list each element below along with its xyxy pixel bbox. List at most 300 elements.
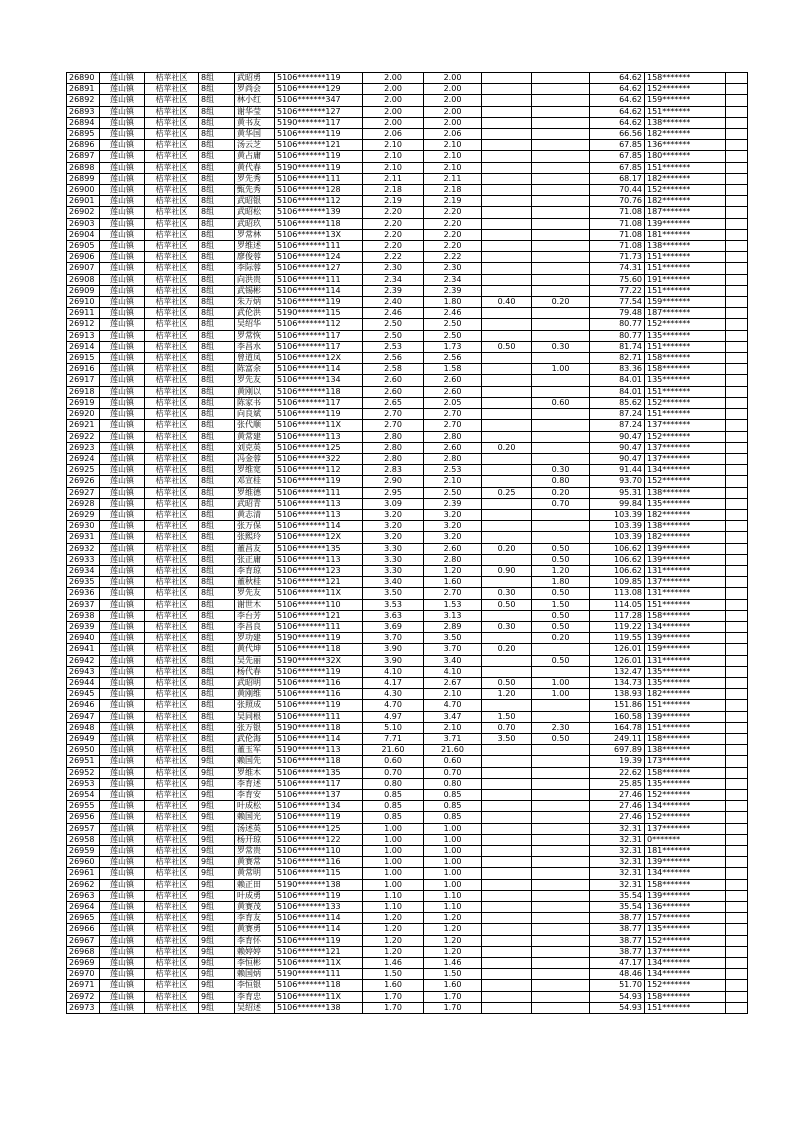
group-cell: 9组 (199, 823, 235, 834)
record-number: 26895 (67, 129, 100, 140)
amount-cell: 71.73 (590, 252, 645, 263)
record-number: 26970 (67, 969, 100, 980)
group-cell: 8组 (199, 711, 235, 722)
empty-cell (726, 353, 748, 364)
total-area-cell: 0.85 (363, 801, 424, 812)
name-cell: 谢华莹 (235, 106, 275, 117)
area-part-2-cell (482, 397, 532, 408)
town-cell: 莲山镇 (100, 330, 145, 341)
community-cell: 桔苹社区 (145, 218, 199, 229)
town-cell: 莲山镇 (100, 285, 145, 296)
area-part-2-cell: 0.30 (482, 621, 532, 632)
group-cell: 9组 (199, 913, 235, 924)
total-area-cell: 2.00 (363, 73, 424, 84)
table-row (67, 890, 748, 901)
community-cell: 桔苹社区 (145, 84, 199, 95)
table-row (67, 140, 748, 151)
name-cell: 罗先秀 (235, 173, 275, 184)
empty-cell (726, 700, 748, 711)
area-part-2-cell (482, 364, 532, 375)
table-row (67, 285, 748, 296)
group-cell: 8组 (199, 476, 235, 487)
town-cell: 莲山镇 (100, 364, 145, 375)
record-number: 26965 (67, 913, 100, 924)
total-area-cell: 0.85 (363, 812, 424, 823)
area-part-3-cell: 0.70 (532, 498, 590, 509)
town-cell: 莲山镇 (100, 173, 145, 184)
id-number-cell: 5106*******119 (275, 151, 363, 162)
table-row (67, 902, 748, 913)
community-cell: 桔苹社区 (145, 453, 199, 464)
total-area-cell: 4.10 (363, 666, 424, 677)
amount-cell: 138.93 (590, 689, 645, 700)
community-cell: 桔苹社区 (145, 140, 199, 151)
area-part-3-cell (532, 823, 590, 834)
amount-cell: 74.31 (590, 263, 645, 274)
area-part-3-cell (532, 106, 590, 117)
table-row (67, 274, 748, 285)
total-area-cell: 2.50 (363, 330, 424, 341)
id-number-cell: 5106*******114 (275, 521, 363, 532)
empty-cell (726, 252, 748, 263)
record-number: 26946 (67, 700, 100, 711)
area-part-1-cell: 3.71 (424, 733, 482, 744)
community-cell: 桔苹社区 (145, 409, 199, 420)
town-cell: 莲山镇 (100, 241, 145, 252)
town-cell: 莲山镇 (100, 229, 145, 240)
record-number: 26929 (67, 509, 100, 520)
phone-cell: 134******* (645, 958, 726, 969)
area-part-2-cell (482, 353, 532, 364)
total-area-cell: 1.00 (363, 823, 424, 834)
record-number: 26957 (67, 823, 100, 834)
amount-cell: 32.31 (590, 846, 645, 857)
town-cell: 莲山镇 (100, 162, 145, 173)
table-row (67, 129, 748, 140)
town-cell: 莲山镇 (100, 106, 145, 117)
record-number: 26933 (67, 554, 100, 565)
id-number-cell: 5106*******112 (275, 196, 363, 207)
id-number-cell: 5106*******118 (275, 386, 363, 397)
community-cell: 桔苹社区 (145, 521, 199, 532)
group-cell: 8组 (199, 543, 235, 554)
town-cell: 莲山镇 (100, 263, 145, 274)
id-number-cell: 5106*******116 (275, 677, 363, 688)
amount-cell: 85.62 (590, 397, 645, 408)
area-part-1-cell: 2.05 (424, 397, 482, 408)
area-part-3-cell (532, 801, 590, 812)
empty-cell (726, 756, 748, 767)
table-row (67, 509, 748, 520)
name-cell: 武昭松 (235, 207, 275, 218)
phone-cell: 152******* (645, 935, 726, 946)
town-cell: 莲山镇 (100, 465, 145, 476)
table-row (67, 364, 748, 375)
area-part-1-cell: 0.85 (424, 790, 482, 801)
town-cell: 莲山镇 (100, 532, 145, 543)
area-part-3-cell (532, 532, 590, 543)
table-row (67, 386, 748, 397)
empty-cell (726, 935, 748, 946)
area-part-2-cell (482, 498, 532, 509)
group-cell: 9组 (199, 946, 235, 957)
area-part-1-cell: 1.70 (424, 991, 482, 1002)
empty-cell (726, 241, 748, 252)
amount-cell: 119.22 (590, 621, 645, 632)
amount-cell: 67.85 (590, 162, 645, 173)
record-number: 26954 (67, 790, 100, 801)
area-part-1-cell: 0.70 (424, 767, 482, 778)
town-cell: 莲山镇 (100, 84, 145, 95)
record-number: 26935 (67, 577, 100, 588)
table-row (67, 958, 748, 969)
table-row (67, 946, 748, 957)
community-cell: 桔苹社区 (145, 980, 199, 991)
area-part-2-cell (482, 162, 532, 173)
area-part-2-cell: 3.50 (482, 733, 532, 744)
group-cell: 8组 (199, 353, 235, 364)
name-cell: 曾道凤 (235, 353, 275, 364)
phone-cell: 135******* (645, 677, 726, 688)
area-part-2-cell (482, 655, 532, 666)
name-cell: 罗先友 (235, 375, 275, 386)
empty-cell (726, 677, 748, 688)
name-cell: 吴先丽 (235, 655, 275, 666)
total-area-cell: 1.00 (363, 879, 424, 890)
area-part-3-cell: 1.80 (532, 577, 590, 588)
area-part-2-cell (482, 902, 532, 913)
area-part-3-cell (532, 790, 590, 801)
group-cell: 8组 (199, 745, 235, 756)
id-number-cell: 5190*******111 (275, 969, 363, 980)
phone-cell: 139******* (645, 218, 726, 229)
record-number: 26925 (67, 465, 100, 476)
name-cell: 黄常明 (235, 868, 275, 879)
area-part-1-cell: 1.80 (424, 297, 482, 308)
table-row (67, 297, 748, 308)
area-part-1-cell: 3.20 (424, 521, 482, 532)
name-cell: 罗先友 (235, 588, 275, 599)
phone-cell: 152******* (645, 980, 726, 991)
total-area-cell: 2.20 (363, 241, 424, 252)
id-number-cell: 5106*******111 (275, 241, 363, 252)
record-number: 26926 (67, 476, 100, 487)
area-part-1-cell: 2.70 (424, 588, 482, 599)
table-row (67, 73, 748, 84)
table-row (67, 588, 748, 599)
record-number: 26909 (67, 285, 100, 296)
total-area-cell: 2.10 (363, 151, 424, 162)
area-part-2-cell (482, 924, 532, 935)
id-number-cell: 5106*******118 (275, 756, 363, 767)
name-cell: 黄刚维 (235, 689, 275, 700)
table-row (67, 577, 748, 588)
area-part-1-cell: 1.60 (424, 980, 482, 991)
name-cell: 罗维述 (235, 241, 275, 252)
town-cell: 莲山镇 (100, 958, 145, 969)
empty-cell (726, 117, 748, 128)
total-area-cell: 2.80 (363, 442, 424, 453)
name-cell: 罗常贵 (235, 846, 275, 857)
id-number-cell: 5106*******110 (275, 599, 363, 610)
table-row (67, 375, 748, 386)
area-part-2-cell (482, 790, 532, 801)
amount-cell: 134.73 (590, 677, 645, 688)
group-cell: 8组 (199, 655, 235, 666)
table-row (67, 722, 748, 733)
group-cell: 8组 (199, 241, 235, 252)
record-number: 26900 (67, 185, 100, 196)
area-part-2-cell (482, 554, 532, 565)
area-part-3-cell (532, 185, 590, 196)
table-row (67, 711, 748, 722)
record-number: 26927 (67, 487, 100, 498)
record-number: 26908 (67, 274, 100, 285)
amount-cell: 119.55 (590, 633, 645, 644)
empty-cell (726, 476, 748, 487)
town-cell: 莲山镇 (100, 73, 145, 84)
total-area-cell: 2.30 (363, 263, 424, 274)
empty-cell (726, 1002, 748, 1013)
group-cell: 8组 (199, 173, 235, 184)
area-part-1-cell: 2.30 (424, 263, 482, 274)
area-part-3-cell (532, 73, 590, 84)
amount-cell: 87.24 (590, 409, 645, 420)
id-number-cell: 5190*******32X (275, 655, 363, 666)
total-area-cell: 2.80 (363, 431, 424, 442)
name-cell: 李际蓉 (235, 263, 275, 274)
community-cell: 桔苹社区 (145, 700, 199, 711)
empty-cell (726, 666, 748, 677)
empty-cell (726, 453, 748, 464)
area-part-1-cell: 2.10 (424, 151, 482, 162)
area-part-3-cell (532, 140, 590, 151)
empty-cell (726, 610, 748, 621)
area-part-3-cell (532, 935, 590, 946)
community-cell: 桔苹社区 (145, 666, 199, 677)
record-number: 26919 (67, 397, 100, 408)
area-part-3-cell (532, 902, 590, 913)
area-part-1-cell: 3.47 (424, 711, 482, 722)
town-cell: 莲山镇 (100, 868, 145, 879)
amount-cell: 32.31 (590, 857, 645, 868)
group-cell: 9组 (199, 902, 235, 913)
town-cell: 莲山镇 (100, 196, 145, 207)
record-number: 26955 (67, 801, 100, 812)
empty-cell (726, 185, 748, 196)
area-part-1-cell: 2.60 (424, 543, 482, 554)
empty-cell (726, 420, 748, 431)
town-cell: 莲山镇 (100, 711, 145, 722)
total-area-cell: 3.70 (363, 633, 424, 644)
area-part-2-cell (482, 431, 532, 442)
community-cell: 桔苹社区 (145, 487, 199, 498)
record-number: 26904 (67, 229, 100, 240)
community-cell: 桔苹社区 (145, 532, 199, 543)
amount-cell: 82.71 (590, 353, 645, 364)
community-cell: 桔苹社区 (145, 655, 199, 666)
amount-cell: 54.93 (590, 1002, 645, 1013)
amount-cell: 51.70 (590, 980, 645, 991)
table-row (67, 95, 748, 106)
area-part-1-cell: 21.60 (424, 745, 482, 756)
phone-cell: 152******* (645, 185, 726, 196)
name-cell: 董秋桂 (235, 577, 275, 588)
area-part-2-cell (482, 823, 532, 834)
area-part-1-cell: 2.20 (424, 218, 482, 229)
group-cell: 9组 (199, 857, 235, 868)
empty-cell (726, 386, 748, 397)
area-part-2-cell (482, 812, 532, 823)
record-number: 26950 (67, 745, 100, 756)
table-row (67, 442, 748, 453)
id-number-cell: 5106*******127 (275, 263, 363, 274)
empty-cell (726, 980, 748, 991)
name-cell: 罗常恢 (235, 330, 275, 341)
record-number: 26901 (67, 196, 100, 207)
id-number-cell: 5106*******12X (275, 532, 363, 543)
group-cell: 9组 (199, 924, 235, 935)
area-part-3-cell (532, 812, 590, 823)
area-part-2-cell: 0.50 (482, 599, 532, 610)
community-cell: 桔苹社区 (145, 353, 199, 364)
group-cell: 9组 (199, 980, 235, 991)
total-area-cell: 3.09 (363, 498, 424, 509)
name-cell: 黄书友 (235, 117, 275, 128)
id-number-cell: 5106*******114 (275, 364, 363, 375)
area-part-3-cell (532, 946, 590, 957)
area-part-1-cell: 2.53 (424, 465, 482, 476)
record-number: 26958 (67, 834, 100, 845)
id-number-cell: 5190*******119 (275, 633, 363, 644)
area-part-2-cell: 1.20 (482, 689, 532, 700)
amount-cell: 35.54 (590, 902, 645, 913)
record-number: 26937 (67, 599, 100, 610)
group-cell: 8组 (199, 509, 235, 520)
total-area-cell: 1.00 (363, 857, 424, 868)
total-area-cell: 2.40 (363, 297, 424, 308)
town-cell: 莲山镇 (100, 969, 145, 980)
community-cell: 桔苹社区 (145, 1002, 199, 1013)
town-cell: 莲山镇 (100, 319, 145, 330)
phone-cell: 158******* (645, 353, 726, 364)
amount-cell: 75.60 (590, 274, 645, 285)
area-part-1-cell: 1.00 (424, 834, 482, 845)
record-number: 26922 (67, 431, 100, 442)
area-part-3-cell: 0.50 (532, 588, 590, 599)
name-cell: 张万保 (235, 521, 275, 532)
area-part-1-cell: 2.10 (424, 722, 482, 733)
name-cell: 黄赛常 (235, 857, 275, 868)
id-number-cell: 5106*******119 (275, 890, 363, 901)
phone-cell: 158******* (645, 767, 726, 778)
area-part-3-cell: 0.50 (532, 733, 590, 744)
amount-cell: 19.39 (590, 756, 645, 767)
town-cell: 莲山镇 (100, 890, 145, 901)
area-part-2-cell (482, 700, 532, 711)
phone-cell: 152******* (645, 476, 726, 487)
id-number-cell: 5106*******133 (275, 902, 363, 913)
community-cell: 桔苹社区 (145, 308, 199, 319)
id-number-cell: 5106*******113 (275, 431, 363, 442)
id-number-cell: 5106*******11X (275, 588, 363, 599)
town-cell: 莲山镇 (100, 689, 145, 700)
area-part-3-cell (532, 846, 590, 857)
empty-cell (726, 442, 748, 453)
community-cell: 桔苹社区 (145, 722, 199, 733)
table-row (67, 801, 748, 812)
phone-cell: 159******* (645, 95, 726, 106)
total-area-cell: 2.80 (363, 453, 424, 464)
group-cell: 8组 (199, 218, 235, 229)
record-number: 26959 (67, 846, 100, 857)
amount-cell: 38.77 (590, 913, 645, 924)
area-part-1-cell: 1.46 (424, 958, 482, 969)
area-part-1-cell: 2.46 (424, 308, 482, 319)
id-number-cell: 5106*******139 (275, 207, 363, 218)
area-part-3-cell (532, 644, 590, 655)
area-part-3-cell (532, 913, 590, 924)
name-cell: 杨开琼 (235, 834, 275, 845)
area-part-1-cell: 2.67 (424, 677, 482, 688)
id-number-cell: 5106*******121 (275, 140, 363, 151)
table-row (67, 778, 748, 789)
group-cell: 8组 (199, 129, 235, 140)
area-part-3-cell (532, 958, 590, 969)
area-part-1-cell: 1.70 (424, 1002, 482, 1013)
community-cell: 桔苹社区 (145, 319, 199, 330)
area-part-3-cell (532, 319, 590, 330)
area-part-2-cell (482, 330, 532, 341)
empty-cell (726, 465, 748, 476)
community-cell: 桔苹社区 (145, 364, 199, 375)
table-row (67, 745, 748, 756)
total-area-cell: 1.60 (363, 980, 424, 991)
amount-cell: 22.62 (590, 767, 645, 778)
area-part-2-cell (482, 834, 532, 845)
area-part-3-cell (532, 711, 590, 722)
empty-cell (726, 319, 748, 330)
area-part-3-cell (532, 453, 590, 464)
empty-cell (726, 397, 748, 408)
group-cell: 9组 (199, 879, 235, 890)
phone-cell: 151******* (645, 1002, 726, 1013)
total-area-cell: 2.60 (363, 375, 424, 386)
group-cell: 9组 (199, 991, 235, 1002)
empty-cell (726, 543, 748, 554)
community-cell: 桔苹社区 (145, 599, 199, 610)
phone-cell: 158******* (645, 879, 726, 890)
community-cell: 桔苹社区 (145, 73, 199, 84)
table-row (67, 218, 748, 229)
area-part-2-cell (482, 375, 532, 386)
total-area-cell: 2.00 (363, 117, 424, 128)
table-row (67, 241, 748, 252)
total-area-cell: 21.60 (363, 745, 424, 756)
empty-cell (726, 106, 748, 117)
total-area-cell: 2.83 (363, 465, 424, 476)
phone-cell: 134******* (645, 465, 726, 476)
empty-cell (726, 621, 748, 632)
table-row (67, 756, 748, 767)
name-cell: 李育忠 (235, 991, 275, 1002)
area-part-1-cell: 1.10 (424, 890, 482, 901)
phone-cell: 139******* (645, 543, 726, 554)
group-cell: 9组 (199, 812, 235, 823)
empty-cell (726, 218, 748, 229)
area-part-1-cell: 2.70 (424, 420, 482, 431)
group-cell: 8组 (199, 689, 235, 700)
